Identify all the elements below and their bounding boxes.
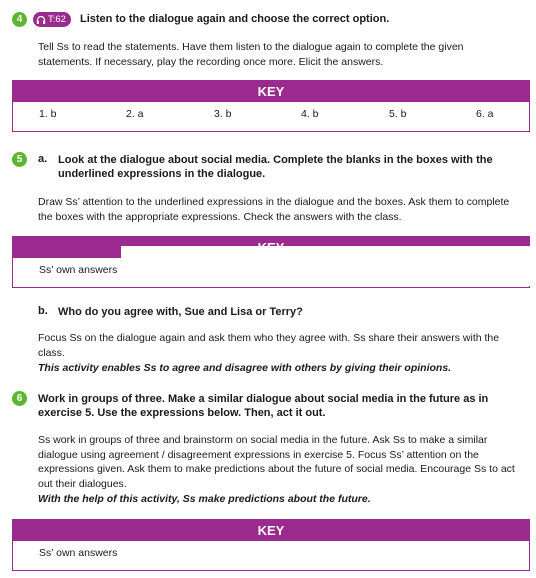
answer-row [13,102,529,126]
part-b-instruction: Who do you agree with, Sue and Lisa or Terry? [58,306,303,318]
part-b-aim: This activity enables Ss to agree and disagree with others by giving their opinions. [38,362,452,374]
blank-region [121,246,536,286]
exercise-6-teacher-note: Ss work in groups of three and brainstorm on social media in the future. Ask Ss to make a similar dialogue using agreement / disagreement expressions in exercise 5. Focus Ss’ attention on the expressions given. Ask them to make predictions about the future of social media. Encourage Ss to act out their dialogues. [38,434,515,490]
part-a-teacher-note: Draw Ss’ attention to the underlined expressions in the dialogue and the boxes. Ask them to complete the boxes with the appropriate expressions. Check the answers with the class. [38,196,510,223]
audio-track-badge[interactable] [33,12,71,27]
exercise-5-number: 5 [12,152,27,167]
answer-2: 2. a [126,108,144,120]
part-b-label: b. [38,305,48,317]
answer-4: 4. b [301,108,319,120]
headphones-icon [36,15,46,25]
audio-track-label: T:62 [48,14,66,25]
part-b-teacher-note: Focus Ss on the dialogue again and ask them who they agree with. Ss share their answers with the class. [38,332,500,359]
exercise-4-number: 4 [12,12,27,27]
key-heading: KEY [13,81,529,102]
exercise-4-instruction: Listen to the dialogue again and choose the correct option. [80,13,390,25]
answer-row [13,541,529,565]
exercise-6-instruction-line-2: exercise 5. Use the expressions below. Then, act it out. [38,407,326,419]
exercise-6-aim: With the help of this activity, Ss make predictions about the future. [38,493,371,505]
key-heading: KEY [13,520,529,541]
key-answer: Ss’ own answers [39,264,118,276]
key-answer: Ss’ own answers [39,547,118,559]
part-a-instruction-line-2: underlined expressions in the dialogue. [58,168,266,180]
answer-5: 5. b [389,108,407,120]
part-a-label: a. [38,153,48,165]
answer-3: 3. b [214,108,232,120]
part-a-instruction-line-1: Look at the dialogue about social media. Complete the blanks in the boxes with the [58,154,493,166]
exercise-4-teacher-note: Tell Ss to read the statements. Have them listen to the dialogue again to complete the given statements. If necessary, play the recording once more. Elicit the answers. [38,41,464,68]
exercise-4-key-box [12,80,530,132]
exercise-6-instruction-line-1: Work in groups of three. Make a similar dialogue about social media in the future as in [38,393,489,405]
answer-1: 1. b [39,108,57,120]
exercise-6-number: 6 [12,391,27,406]
exercise-6-key-box [12,519,530,571]
answer-6: 6. a [476,108,494,120]
